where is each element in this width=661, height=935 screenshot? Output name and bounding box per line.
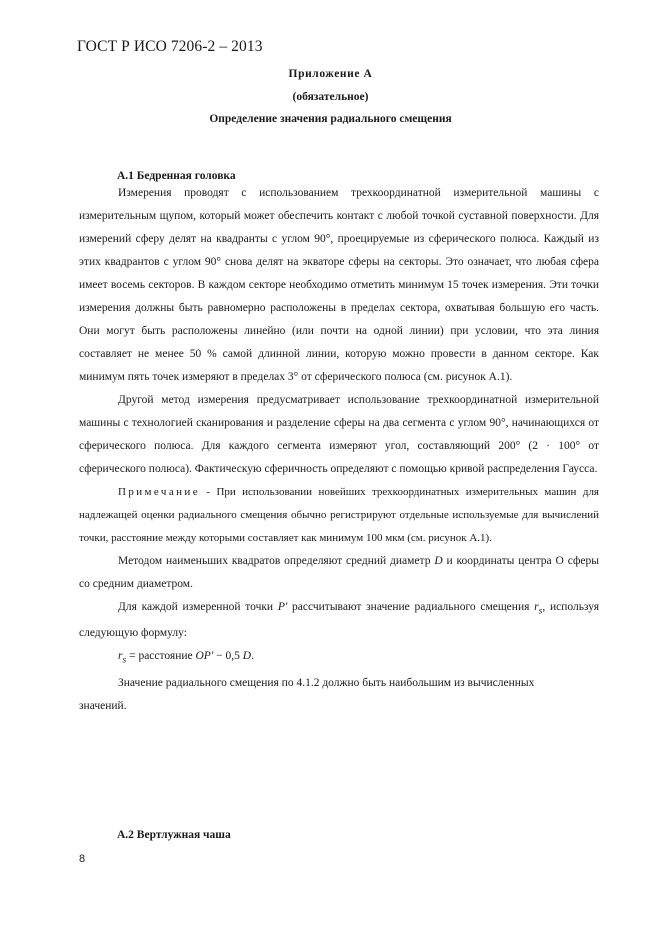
variable-r: r — [534, 601, 539, 613]
variable-p: P' — [277, 601, 288, 613]
formula-variable-r: r — [118, 650, 123, 663]
section-body — [79, 182, 599, 718]
annex-title: Приложение А — [288, 68, 373, 80]
paragraph-radial-deviation — [79, 596, 599, 645]
formula-variable-op: OP' — [195, 650, 214, 663]
note-text: - При использовании новейших трехкоординатных измерительных машин для надлежащей оценки радиального смещения обычно регистрируют отдельные используемые для вычислений точки, расстояние между которыми составляет как минимум 100 мкм (см. рисунок А.1). — [79, 486, 599, 544]
formula-text: = расстояние — [126, 650, 196, 663]
variable-subscript: s — [538, 605, 543, 617]
paragraph-measurement-method: Измерения проводят с использованием трехкоординатной измерительной машины с измерительным щупом, который может обеспечить контакт с любой точкой суставной поверхности. Для измерений сферу делят на квадранты с углом 90°, проецируемые из сферического полюса. Каждый из этих квадрантов с углом 90° снова делят на экваторе сферы на секторы. Это означает, что любая сфера имеет восемь секторов. В каждом секторе необходимо отметить минимум 15 точек измерения. Эти точки измерения должны быть равномерно расположены в пределах сектора, охватывая большую его часть. Они могут быть расположены линейно (или почти на одной линии) при условии, что эта линия составляет не менее 50 % самой длинной линии, которую можно провести в данном секторе. Как минимум пять точек измеряют в пределах 3° от сферического полюса (см. рисунок А.1). — [79, 187, 599, 383]
annex-status: (обязательное) — [292, 91, 369, 103]
note-paragraph — [79, 481, 599, 550]
paragraph-conclusion: Значение радиального смещения по 4.1.2 должно быть наибольшим из вычисленных значений. — [79, 676, 535, 712]
formula-line — [79, 645, 599, 671]
formula-text: . — [251, 650, 254, 663]
section-heading-femoral-head: А.1 Бедренная головка — [117, 170, 236, 182]
text-fragment: Методом наименьших квадратов определяют средний диаметр — [118, 555, 435, 567]
paragraph-least-squares — [79, 550, 599, 596]
text-fragment: Для каждой измеренной точки — [118, 601, 278, 613]
text-fragment: рассчитывают значение радиального смещения — [287, 601, 535, 613]
text-fragment: , используя следующую формулу: — [79, 601, 599, 640]
formula-text: − 0,5 — [213, 650, 243, 663]
paragraph-alternative-method: Другой метод измерения предусматривает использование трехкоординатной измерительной машины с технологией сканирования и разделение сферы на два сегмента с углом 90°, начинающихся от сферического полюса. Для каждого сегмента измеряют угол, составляющий 200° (2 · 100° от сферического полюса). Фактическую сферичность определяют с помощью кривой распределения Гаусса. — [79, 394, 599, 475]
formula-variable-d: D — [242, 650, 252, 663]
note-label: Примечание — [118, 486, 200, 498]
section-heading-acetabular-cup: А.2 Вертлужная чаша — [117, 829, 231, 841]
variable-d: D — [434, 555, 443, 567]
formula-subscript: s — [122, 654, 127, 666]
document-header: ГОСТ Р ИСО 7206-2 – 2013 — [77, 38, 263, 55]
page-number: 8 — [79, 853, 86, 865]
text-fragment: и координаты центра О сферы со средним диаметром. — [79, 555, 599, 590]
annex-name: Определение значения радиального смещения — [209, 113, 452, 125]
